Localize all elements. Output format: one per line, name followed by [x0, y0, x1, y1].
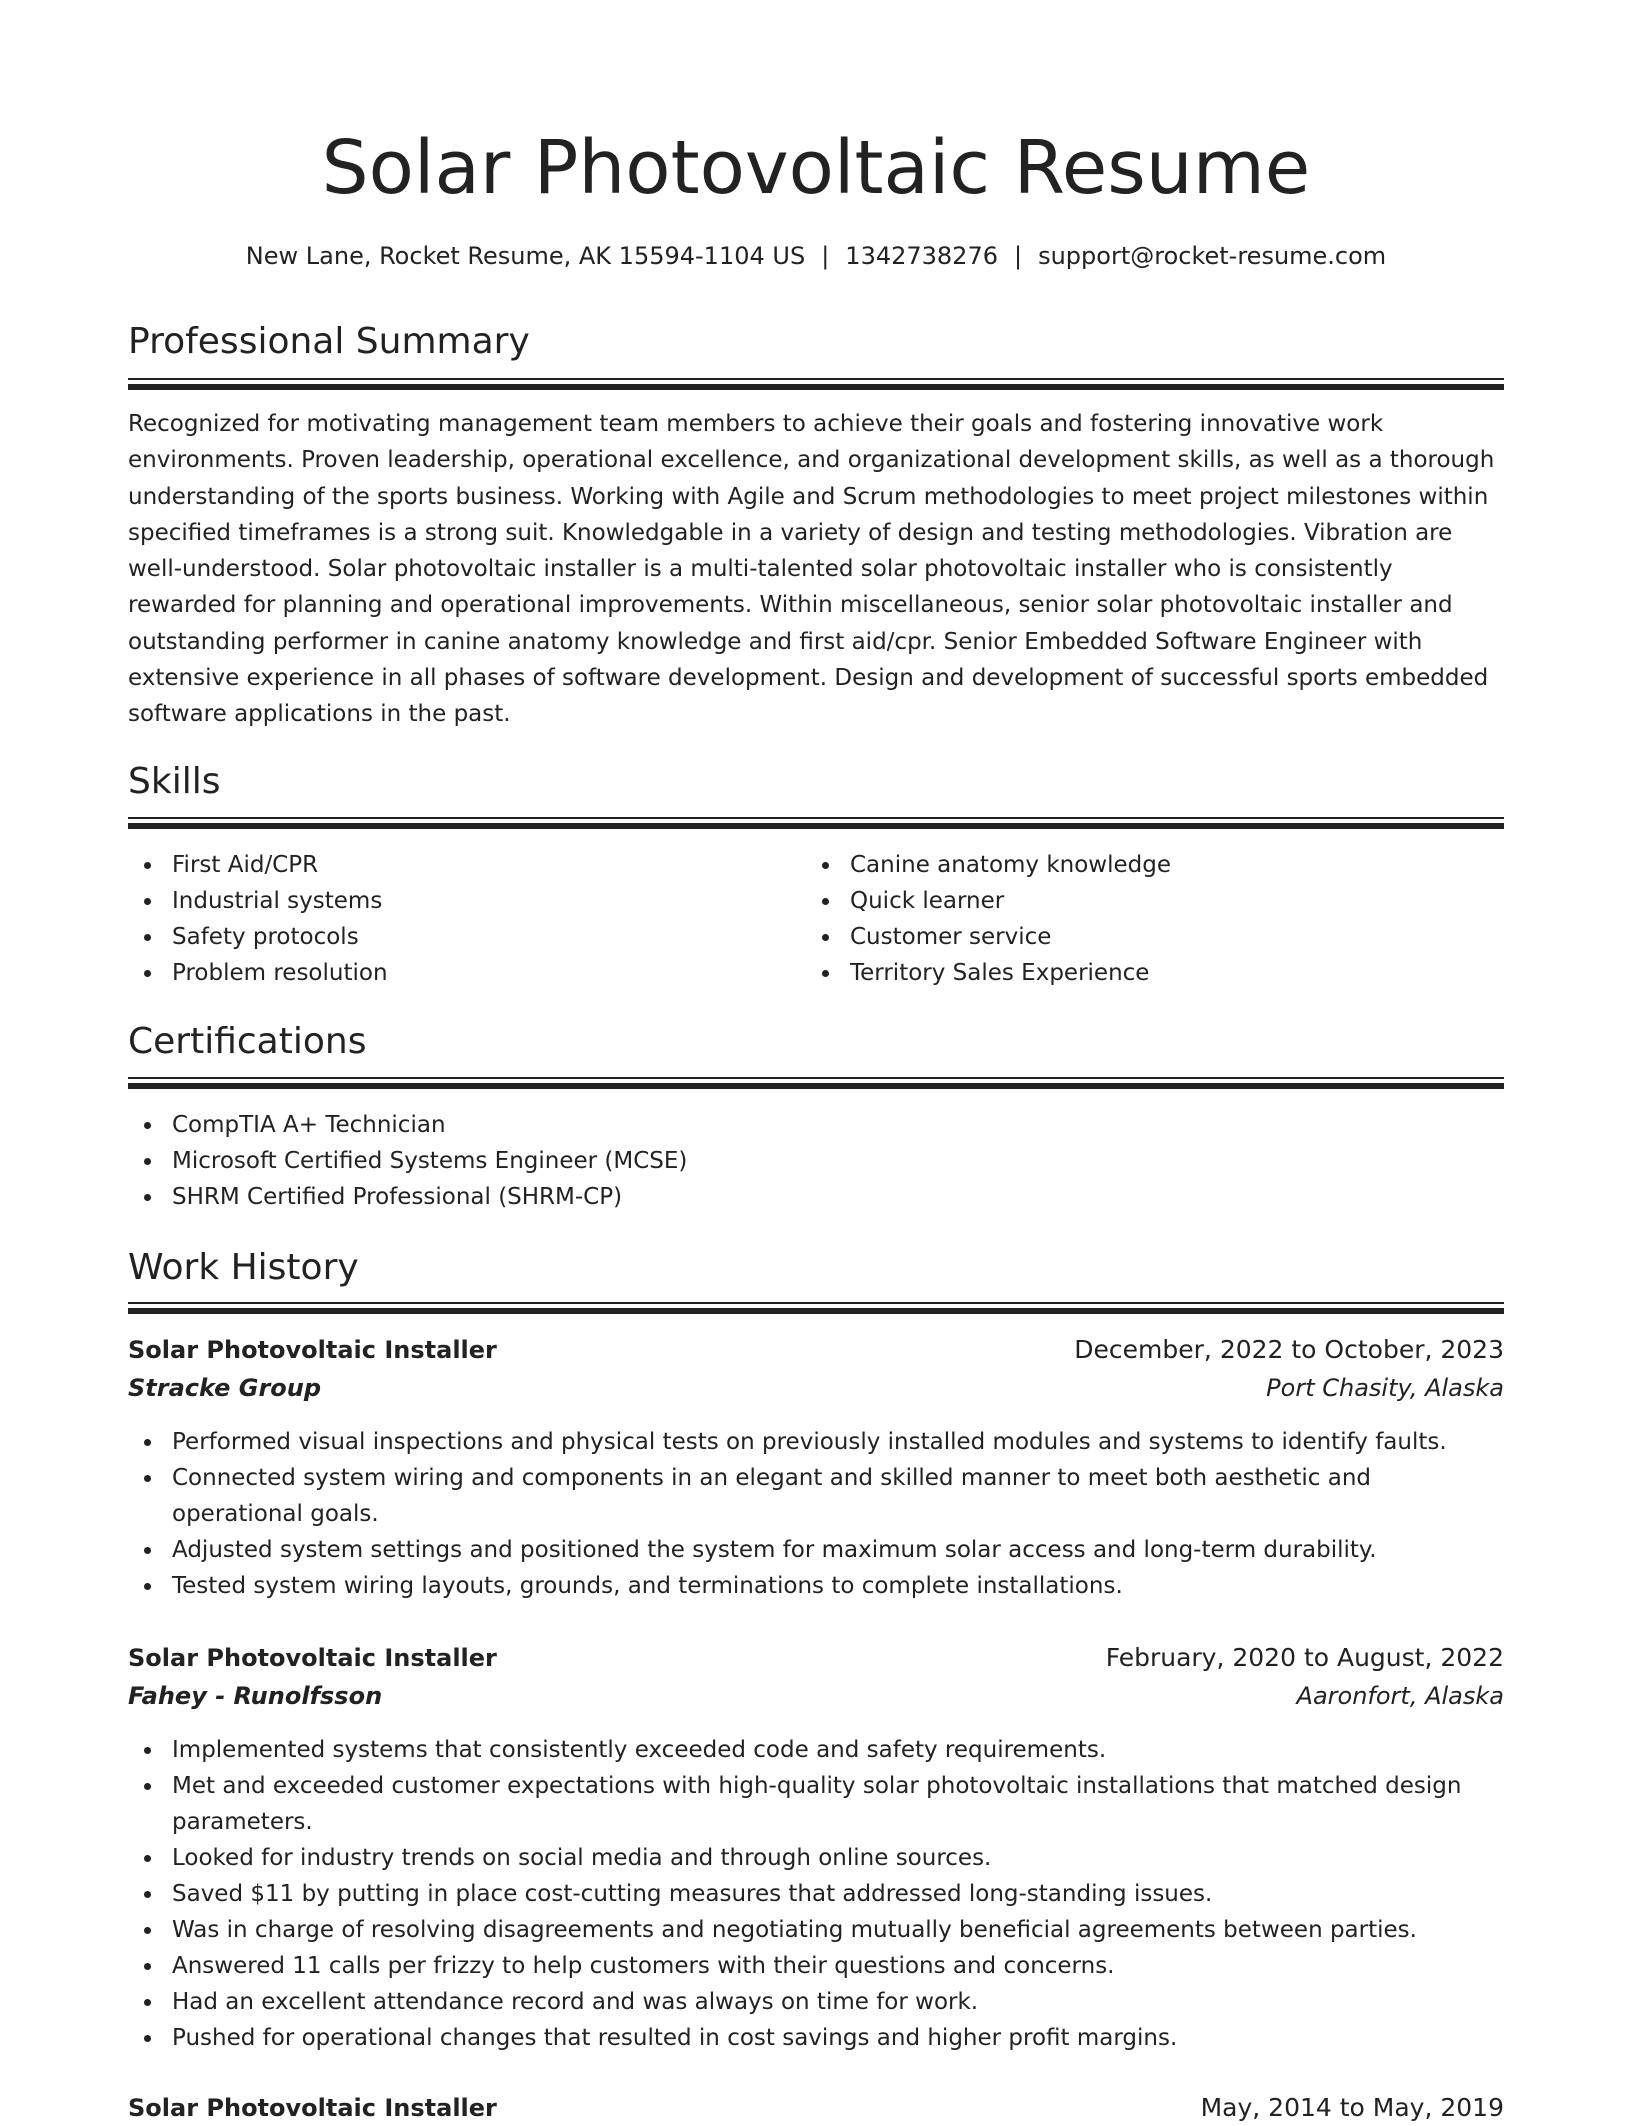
job-location: Port Chasity, Alaska	[1266, 1374, 1504, 1402]
job-bullet: Answered 11 calls per frizzy to help customers with their questions and concerns.	[128, 1948, 1504, 1984]
certification-item: CompTIA A+ Technician	[128, 1107, 1504, 1143]
certification-item: Microsoft Certified Systems Engineer (MCSE)	[128, 1143, 1504, 1179]
job-bullet: Met and exceeded customer expectations with high-quality solar photovoltaic installations that matched design parameters.	[128, 1768, 1504, 1840]
job-location: Aaronfort, Alaska	[1296, 1682, 1504, 1710]
skills-heading: Skills	[128, 761, 221, 802]
contact-phone: 1342738276	[845, 242, 998, 270]
skill-item: Quick learner	[806, 883, 1504, 919]
section-divider	[128, 384, 1504, 390]
certification-item: SHRM Certified Professional (SHRM-CP)	[128, 1179, 1504, 1215]
skill-item: First Aid/CPR	[128, 847, 808, 883]
contact-line	[128, 238, 1504, 274]
resume-page	[128, 0, 1504, 2122]
job-bullet: Pushed for operational changes that resulted in cost savings and higher profit margins.	[128, 2020, 1504, 2056]
job-bullet: Adjusted system settings and positioned the system for maximum solar access and long-term durability.	[128, 1532, 1504, 1568]
section-divider	[128, 1077, 1504, 1079]
section-divider	[128, 378, 1504, 380]
skills-list-left	[128, 847, 808, 991]
job-bullet: Implemented systems that consistently exceeded code and safety requirements.	[128, 1732, 1504, 1768]
job-bullets	[128, 1424, 1504, 1604]
job-bullet: Looked for industry trends on social media and through online sources.	[128, 1840, 1504, 1876]
job-bullet: Was in charge of resolving disagreements and negotiating mutually beneficial agreements between parties.	[128, 1912, 1504, 1948]
contact-address: New Lane, Rocket Resume, AK 15594-1104 US	[245, 242, 806, 270]
job-bullet: Connected system wiring and components in an elegant and skilled manner to meet both aesthetic and operational goals.	[128, 1460, 1504, 1532]
skill-item: Territory Sales Experience	[806, 955, 1504, 991]
skill-item: Customer service	[806, 919, 1504, 955]
summary-section-header	[128, 318, 1504, 366]
job-bullet: Performed visual inspections and physical tests on previously installed modules and systems to identify faults.	[128, 1424, 1504, 1460]
job-dates: February, 2020 to August, 2022	[1105, 1643, 1504, 1672]
job-title: Solar Photovoltaic Installer	[128, 1336, 497, 1364]
certifications-heading: Certifications	[128, 1021, 367, 1062]
job-dates: May, 2014 to May, 2019	[1200, 2093, 1504, 2122]
work-heading: Work History	[128, 1247, 359, 1288]
work-section-header	[128, 1244, 1504, 1292]
resume-title: Solar Photovoltaic Resume	[321, 125, 1311, 211]
skills-list-right	[806, 847, 1504, 991]
skill-item: Problem resolution	[128, 955, 808, 991]
job-bullets	[128, 1732, 1504, 2056]
section-divider	[128, 1302, 1504, 1304]
section-divider	[128, 817, 1504, 819]
skill-item: Safety protocols	[128, 919, 808, 955]
section-divider	[128, 1083, 1504, 1089]
job-bullet: Had an excellent attendance record and was always on time for work.	[128, 1984, 1504, 2020]
job-company: Fahey - Runolfsson	[128, 1682, 383, 1710]
section-divider	[128, 1308, 1504, 1314]
contact-separator: |	[1014, 242, 1023, 270]
summary-heading: Professional Summary	[128, 321, 530, 362]
contact-email[interactable]: support@rocket-resume.com	[1038, 242, 1387, 270]
skills-section-header	[128, 758, 1504, 806]
job-dates: December, 2022 to October, 2023	[1074, 1335, 1504, 1364]
skill-item: Industrial systems	[128, 883, 808, 919]
job-title: Solar Photovoltaic Installer	[128, 1644, 497, 1672]
summary-text: Recognized for motivating management team members to achieve their goals and fostering innovative work environments. Proven leadership, operational excellence, and organizational development skills, as well as a thorough understanding of the sports business. Working with Agile and Scrum methodologies to meet project milestones within specified timeframes is a strong suit. Knowledgable in a variety of design and testing methodologies. Vibration are well-understood. Solar photovoltaic installer is a multi-talented solar photovoltaic installer who is consistently rewarded for planning and operational improvements. Within miscellaneous, senior solar photovoltaic installer and outstanding performer in canine anatomy knowledge and first aid/cpr. Senior Embedded Software Engineer with extensive experience in all phases of software development. Design and development of successful sports embedded software applications in the past.	[128, 411, 1495, 728]
contact-separator: |	[821, 242, 830, 270]
job-bullet: Tested system wiring layouts, grounds, and terminations to complete installations.	[128, 1568, 1504, 1604]
skill-item: Canine anatomy knowledge	[806, 847, 1504, 883]
job-bullet: Saved $11 by putting in place cost-cutting measures that addressed long-standing issues.	[128, 1876, 1504, 1912]
job-company: Stracke Group	[128, 1374, 322, 1402]
certifications-section-header	[128, 1018, 1504, 1066]
certifications-list	[128, 1107, 1504, 1215]
job-title: Solar Photovoltaic Installer	[128, 2094, 497, 2122]
section-divider	[128, 823, 1504, 829]
